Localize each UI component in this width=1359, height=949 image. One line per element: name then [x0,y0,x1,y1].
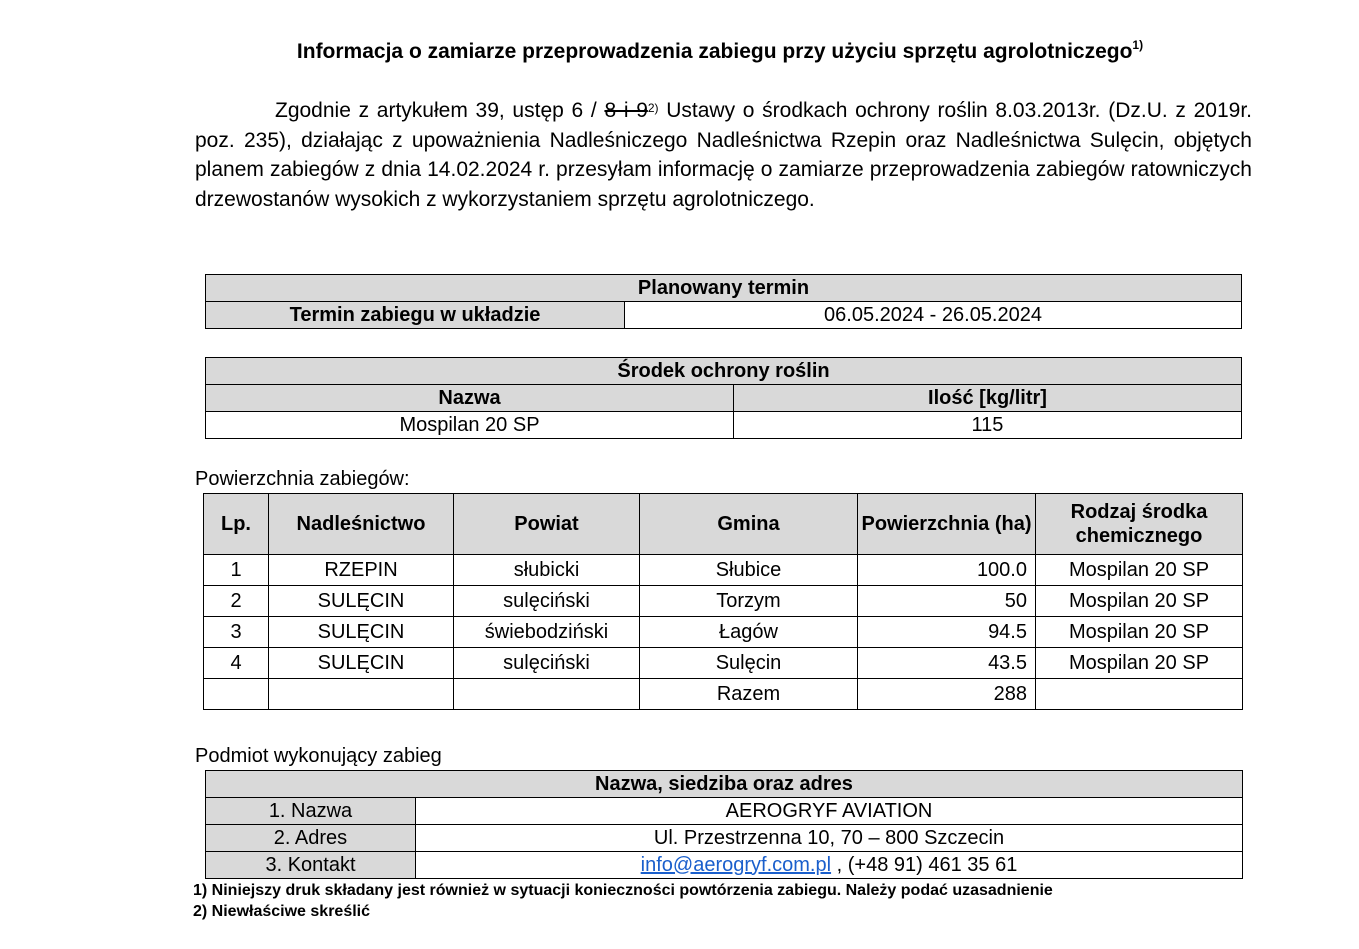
term-label: Termin zabiegu w układzie [206,302,625,329]
cell-lp: 1 [204,555,269,586]
cell-forest-district: SULĘCIN [269,617,454,648]
cell-county: świebodziński [454,617,640,648]
cell-forest-district: SULĘCIN [269,648,454,679]
total-value: 288 [858,679,1036,710]
footnote-2: 2) Niewłaściwe skreślić [193,903,370,920]
footnote-1: 1) Niniejszy druk składany jest również w sytuacji konieczności powtórzenia zabiegu. Należy podać uzasadnienie [193,882,1053,899]
total-label: Razem [640,679,858,710]
entity-name-value: AEROGRYF AVIATION [416,798,1243,825]
header-county: Powiat [454,494,640,555]
cell-commune: Słubice [640,555,858,586]
intro-paragraph: Zgodnie z artykułem 39, ustęp 6 / 8 i 9$^{2)}$ Ustawy o środkach ochrony roślin 8.03.2013r. (Dz.U. z 2019r. poz. 235), działając z upoważnienia Nadleśniczego Nadleśnictwa Rzepin oraz Nadleśnictwa Sulęcin, objętych planem zabiegów z dnia 14.02.2024 r. przesyłam informację o zamiarze przeprowadzenia zabiegów ratowniczych drzewostanów wysokich z wykorzystaniem sprzętu agrolotniczego. [195,99,1252,211]
header-chemical: Rodzaj środka chemicznego [1036,494,1243,555]
phone-text: , (+48 91) 461 35 61 [831,853,1018,876]
cell-county: słubicki [454,555,640,586]
planned-term-header: Planowany termin [206,275,1242,302]
entity-address-label: 2. Adres [206,825,416,852]
cell-chemical: Mospilan 20 SP [1036,586,1243,617]
col-name-header: Nazwa [206,385,734,412]
header-lp: Lp. [204,494,269,555]
cell-county: sulęciński [454,648,640,679]
cell-commune: Sulęcin [640,648,858,679]
agent-name: Mospilan 20 SP [206,412,734,439]
cell-chemical: Mospilan 20 SP [1036,555,1243,586]
cell-chemical: Mospilan 20 SP [1036,617,1243,648]
header-area: Powierzchnia (ha) [858,494,1036,555]
cell-lp: 2 [204,586,269,617]
agent-qty: 115 [734,412,1242,439]
title-footnote-ref: 1) [1132,38,1144,52]
cell-forest-district: RZEPIN [269,555,454,586]
header-forest-district: Nadleśnictwo [269,494,454,555]
table-row [204,586,1243,617]
cell-area: 43.5 [858,648,1036,679]
entity-table [205,770,1243,879]
cell-commune: Łagów [640,617,858,648]
entity-contact-value [416,852,1243,879]
cell-area: 94.5 [858,617,1036,648]
cell-forest-district: SULĘCIN [269,586,454,617]
total-row [204,679,1243,710]
cell-chemical: Mospilan 20 SP [1036,648,1243,679]
cell-lp: 4 [204,648,269,679]
entity-header: Nazwa, siedziba oraz adres [206,771,1243,798]
header-commune: Gmina [640,494,858,555]
cell-county: sulęciński [454,586,640,617]
email-link[interactable]: info@aerogryf.com.pl [640,853,832,876]
intro-footnote-ref: 2) [647,101,659,115]
cell-commune: Torzym [640,586,858,617]
plant-protection-header: Środek ochrony roślin [206,358,1242,385]
entity-label: Podmiot wykonujący zabieg [195,745,442,767]
table-row [204,555,1243,586]
document-title: Informacja o zamiarze przeprowadzenia zabiegu przy użyciu sprzętu agrolotniczego$^{1)}$ [296,38,1144,63]
table-row [204,617,1243,648]
plant-protection-table [205,357,1242,439]
entity-address-value: Ul. Przestrzenna 10, 70 – 800 Szczecin [416,825,1243,852]
area-label: Powierzchnia zabiegów: [195,468,410,490]
struck-text: 8 i 9 [604,99,648,122]
entity-contact-label: 3. Kontakt [206,852,416,879]
planned-term-table [205,274,1242,329]
col-qty-header: Ilość [kg/litr] [734,385,1242,412]
cell-area: 100.0 [858,555,1036,586]
cell-area: 50 [858,586,1036,617]
entity-name-label: 1. Nazwa [206,798,416,825]
cell-lp: 3 [204,617,269,648]
area-table [203,493,1243,710]
term-value: 06.05.2024 - 26.05.2024 [625,302,1242,329]
table-row [204,648,1243,679]
